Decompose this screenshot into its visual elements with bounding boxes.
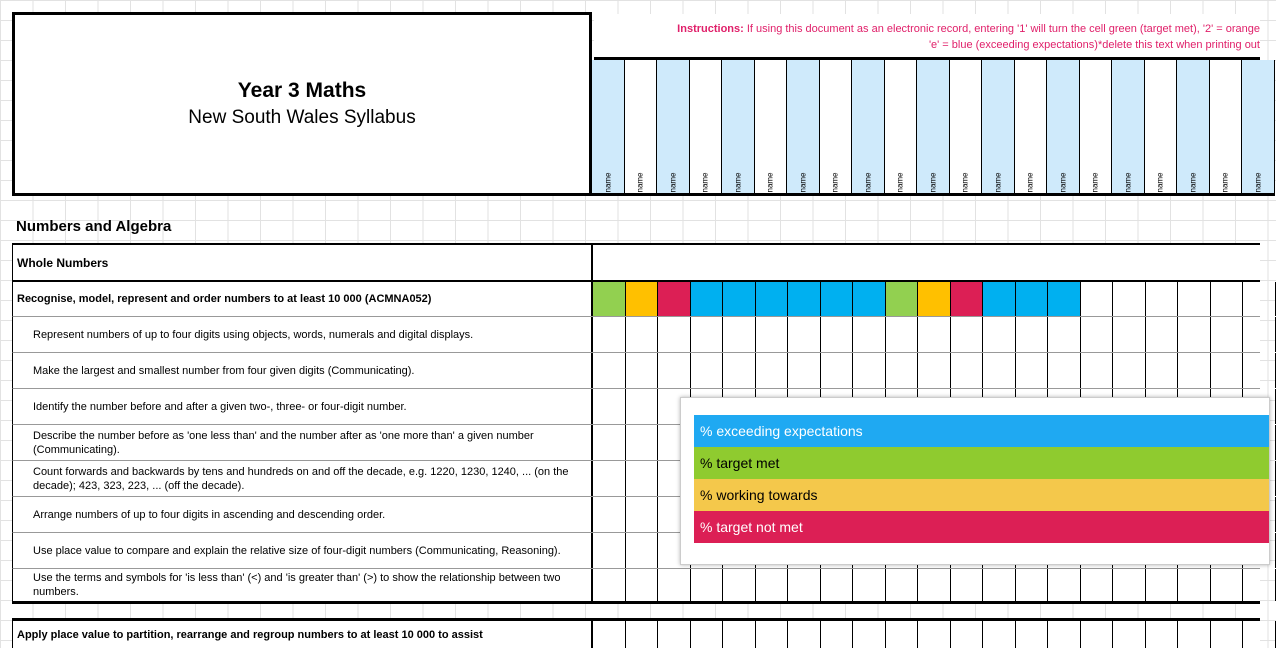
row-label	[13, 533, 593, 568]
row-text: Use place value to compare and explain the relative size of four-digit numbers (Communicating, Reasoning).	[33, 544, 561, 557]
row-text: Describe the number before as 'one less than' and the number after as 'one more than' a given number (Communicating).	[33, 429, 534, 456]
assessment-cell[interactable]	[983, 282, 1016, 316]
student-name-header[interactable]	[820, 60, 853, 196]
row-label	[13, 569, 593, 601]
assessment-cell[interactable]	[788, 621, 821, 648]
assessment-cell[interactable]	[1211, 317, 1244, 352]
assessment-cell[interactable]	[723, 317, 756, 352]
assessment-cell[interactable]	[626, 461, 659, 496]
row-text: Identify the number before and after a given two-, three- or four-digit number.	[33, 400, 407, 413]
indicator-row	[12, 316, 1260, 352]
student-name-label: name	[1253, 172, 1263, 193]
row-text: Apply place value to partition, rearrange and regroup numbers to at least 10 000 to assist	[17, 628, 483, 641]
assessment-cell[interactable]	[951, 569, 984, 601]
student-name-header[interactable]	[1047, 60, 1080, 196]
assessment-cell[interactable]	[886, 353, 919, 388]
row-label	[13, 317, 593, 352]
assessment-cell[interactable]	[1146, 282, 1179, 316]
assessment-cell[interactable]	[821, 282, 854, 316]
assessment-cell[interactable]	[723, 569, 756, 601]
assessment-cell[interactable]	[756, 621, 789, 648]
row-label	[13, 621, 593, 648]
legend-item: % target not met	[694, 511, 1269, 543]
assessment-cell[interactable]	[626, 425, 659, 460]
row-label	[13, 245, 593, 280]
row-text: Numbers and Algebra	[16, 217, 172, 235]
student-name-header[interactable]	[950, 60, 983, 196]
assessment-cell[interactable]	[691, 282, 724, 316]
assessment-cell[interactable]	[951, 282, 984, 316]
assessment-cell[interactable]	[1048, 569, 1081, 601]
title-box	[12, 12, 592, 196]
assessment-cell[interactable]	[1016, 569, 1049, 601]
assessment-cell[interactable]	[593, 533, 626, 568]
assessment-cell[interactable]	[1081, 317, 1114, 352]
row-label	[13, 497, 593, 532]
assessment-cell[interactable]	[1081, 569, 1114, 601]
instructions	[594, 14, 1260, 60]
row-label	[13, 461, 593, 496]
assessment-cell[interactable]	[1113, 317, 1146, 352]
assessment-cell[interactable]	[723, 353, 756, 388]
assessment-cell[interactable]	[951, 317, 984, 352]
assessment-cell[interactable]	[593, 389, 626, 424]
assessment-cell[interactable]	[886, 317, 919, 352]
assessment-cell[interactable]	[626, 389, 659, 424]
assessment-cell[interactable]	[1243, 621, 1276, 648]
assessment-cell[interactable]	[918, 569, 951, 601]
assessment-cell[interactable]	[1016, 353, 1049, 388]
assessment-cell[interactable]	[1211, 353, 1244, 388]
assessment-cell[interactable]	[1016, 317, 1049, 352]
instructions-line2: 'e' = blue (exceeding expectations)*delete this text when printing out	[928, 39, 1260, 51]
student-name-header[interactable]	[592, 60, 625, 196]
assessment-cell[interactable]	[593, 461, 626, 496]
legend-item: % target met	[694, 447, 1269, 479]
subsection-heading	[12, 243, 1260, 280]
assessment-cell[interactable]	[723, 621, 756, 648]
assessment-cell[interactable]	[691, 317, 724, 352]
assessment-cell[interactable]	[691, 621, 724, 648]
assessment-cell[interactable]	[1081, 282, 1114, 316]
assessment-cell[interactable]	[918, 282, 951, 316]
assessment-cell[interactable]	[1146, 621, 1179, 648]
row-label	[12, 210, 592, 243]
legend-panel	[680, 397, 1270, 565]
assessment-cell[interactable]	[1048, 621, 1081, 648]
assessment-cell[interactable]	[951, 353, 984, 388]
assessment-cell[interactable]	[658, 317, 691, 352]
student-name-header[interactable]	[917, 60, 950, 196]
assessment-cell[interactable]	[788, 353, 821, 388]
student-name-header[interactable]	[690, 60, 723, 196]
row-text: Use the terms and symbols for 'is less than' (<) and 'is greater than' (>) to show the relationship between two numbers.	[33, 572, 561, 598]
page-title: Year 3 Maths	[237, 79, 367, 102]
assessment-cell[interactable]	[593, 497, 626, 532]
assessment-cell[interactable]	[1016, 282, 1049, 316]
student-name-label: name	[830, 172, 840, 193]
student-name-label: name	[733, 172, 743, 193]
assessment-cell[interactable]	[918, 621, 951, 648]
assessment-cell[interactable]	[1146, 569, 1179, 601]
student-name-header[interactable]	[1242, 60, 1275, 196]
section-heading	[12, 210, 1260, 243]
assessment-cell[interactable]	[983, 621, 1016, 648]
outcome-row	[12, 618, 1260, 648]
student-name-header[interactable]	[1112, 60, 1145, 196]
assessment-cell[interactable]	[983, 317, 1016, 352]
student-name-label: name	[603, 172, 613, 193]
student-name-label: name	[960, 172, 970, 193]
student-name-header[interactable]	[982, 60, 1015, 196]
assessment-cell[interactable]	[1211, 282, 1244, 316]
assessment-cell[interactable]	[1178, 621, 1211, 648]
assessment-cell[interactable]	[1146, 317, 1179, 352]
student-name-label: name	[993, 172, 1003, 193]
assessment-cell[interactable]	[593, 425, 626, 460]
assessment-cell[interactable]	[1048, 317, 1081, 352]
student-name-label: name	[798, 172, 808, 193]
outcome-row	[12, 280, 1260, 316]
student-name-label: name	[1090, 172, 1100, 193]
student-name-header[interactable]	[657, 60, 690, 196]
student-name-header[interactable]	[1177, 60, 1210, 196]
assessment-cell[interactable]	[1146, 353, 1179, 388]
student-name-label: name	[668, 172, 678, 193]
assessment-cell[interactable]	[1113, 353, 1146, 388]
assessment-cell[interactable]	[983, 353, 1016, 388]
assessment-cell[interactable]	[756, 282, 789, 316]
row-label	[13, 425, 593, 460]
assessment-cell[interactable]	[853, 621, 886, 648]
assessment-cell[interactable]	[788, 317, 821, 352]
assessment-cell[interactable]	[1211, 569, 1244, 601]
legend-item: % exceeding expectations	[694, 415, 1269, 447]
row-label	[13, 389, 593, 424]
row-label	[13, 282, 593, 316]
student-name-label: name	[1058, 172, 1068, 193]
assessment-cell[interactable]	[593, 282, 626, 316]
row-text: Whole Numbers	[17, 255, 109, 270]
assessment-cell[interactable]	[626, 497, 659, 532]
assessment-cell[interactable]	[658, 353, 691, 388]
assessment-cell[interactable]	[1048, 282, 1081, 316]
assessment-cell[interactable]	[626, 353, 659, 388]
assessment-cell[interactable]	[626, 317, 659, 352]
assessment-cell[interactable]	[853, 569, 886, 601]
student-name-header[interactable]	[852, 60, 885, 196]
assessment-cell[interactable]	[593, 621, 626, 648]
assessment-cell[interactable]	[821, 353, 854, 388]
student-name-label: name	[700, 172, 710, 193]
legend-item: % working towards	[694, 479, 1269, 511]
student-name-header[interactable]	[787, 60, 820, 196]
student-name-header[interactable]	[755, 60, 788, 196]
assessment-cell[interactable]	[691, 353, 724, 388]
assessment-cell[interactable]	[951, 621, 984, 648]
assessment-cell[interactable]	[853, 282, 886, 316]
assessment-cell[interactable]	[658, 621, 691, 648]
row-label	[13, 353, 593, 388]
row-text: Arrange numbers of up to four digits in ascending and descending order.	[33, 508, 386, 521]
assessment-cell[interactable]	[983, 569, 1016, 601]
assessment-cell[interactable]	[593, 317, 626, 352]
student-name-label: name	[863, 172, 873, 193]
student-name-label: name	[1155, 172, 1165, 193]
row-text: Recognise, model, represent and order numbers to at least 10 000 (ACMNA052)	[17, 293, 432, 305]
assessment-cell[interactable]	[1178, 282, 1211, 316]
assessment-cell[interactable]	[1113, 621, 1146, 648]
student-name-label: name	[765, 172, 775, 193]
student-name-header[interactable]	[1080, 60, 1113, 196]
student-name-label: name	[928, 172, 938, 193]
assessment-cell[interactable]	[756, 569, 789, 601]
assessment-cell[interactable]	[1178, 353, 1211, 388]
student-name-label: name	[1025, 172, 1035, 193]
assessment-cell[interactable]	[1081, 353, 1114, 388]
student-name-label: name	[1188, 172, 1198, 193]
assessment-cell[interactable]	[1178, 317, 1211, 352]
assessment-cell[interactable]	[918, 317, 951, 352]
assessment-cell[interactable]	[691, 569, 724, 601]
assessment-cell[interactable]	[1211, 621, 1244, 648]
row-text: Represent numbers of up to four digits using objects, words, numerals and digital displays.	[33, 328, 474, 341]
assessment-cell[interactable]	[821, 569, 854, 601]
assessment-cell[interactable]	[788, 282, 821, 316]
assessment-cell[interactable]	[886, 282, 919, 316]
assessment-cell[interactable]	[1243, 282, 1276, 316]
assessment-cell[interactable]	[658, 282, 691, 316]
assessment-cell[interactable]	[756, 353, 789, 388]
assessment-cell[interactable]	[886, 569, 919, 601]
assessment-cell[interactable]	[626, 533, 659, 568]
student-name-label: name	[635, 172, 645, 193]
assessment-cell[interactable]	[821, 317, 854, 352]
assessment-cell[interactable]	[853, 353, 886, 388]
indicator-row	[12, 568, 1260, 604]
assessment-cell[interactable]	[1016, 621, 1049, 648]
assessment-cell[interactable]	[821, 621, 854, 648]
student-name-header[interactable]	[1210, 60, 1243, 196]
assessment-cell[interactable]	[593, 353, 626, 388]
assessment-cell[interactable]	[1243, 569, 1276, 601]
instructions-label: Instructions:	[677, 23, 744, 35]
indicator-row	[12, 352, 1260, 388]
row-text: Count forwards and backwards by tens and hundreds on and off the decade, e.g. 1220, 1230, 1240, ... (on the decade); 423, 323, 223, ... (off the decade).	[33, 465, 569, 492]
student-name-label: name	[1220, 172, 1230, 193]
assessment-cell[interactable]	[1048, 353, 1081, 388]
instructions-line1: If using this document as an electronic record, entering '1' will turn the cell green (target met), '2' = orange	[743, 23, 1260, 35]
page-subtitle: New South Wales Syllabus	[188, 107, 416, 128]
assessment-cell[interactable]	[1243, 317, 1276, 352]
assessment-cell[interactable]	[1113, 282, 1146, 316]
assessment-cell[interactable]	[1178, 569, 1211, 601]
assessment-cell[interactable]	[918, 353, 951, 388]
student-name-header[interactable]	[1145, 60, 1178, 196]
assessment-cell[interactable]	[886, 621, 919, 648]
student-name-header[interactable]	[722, 60, 755, 196]
assessment-cell[interactable]	[626, 621, 659, 648]
assessment-cell[interactable]	[756, 317, 789, 352]
student-name-label: name	[1123, 172, 1133, 193]
assessment-cell[interactable]	[593, 569, 626, 601]
student-name-label: name	[895, 172, 905, 193]
student-name-header[interactable]	[885, 60, 918, 196]
assessment-cell[interactable]	[723, 282, 756, 316]
student-name-header[interactable]	[1015, 60, 1048, 196]
assessment-cell[interactable]	[626, 569, 659, 601]
assessment-cell[interactable]	[1243, 353, 1276, 388]
assessment-cell[interactable]	[853, 317, 886, 352]
assessment-cell[interactable]	[658, 569, 691, 601]
assessment-cell[interactable]	[788, 569, 821, 601]
row-text: Make the largest and smallest number from four given digits (Communicating).	[33, 364, 415, 377]
assessment-cell[interactable]	[1113, 569, 1146, 601]
assessment-cell[interactable]	[626, 282, 659, 316]
assessment-cell[interactable]	[1081, 621, 1114, 648]
student-name-header[interactable]	[625, 60, 658, 196]
